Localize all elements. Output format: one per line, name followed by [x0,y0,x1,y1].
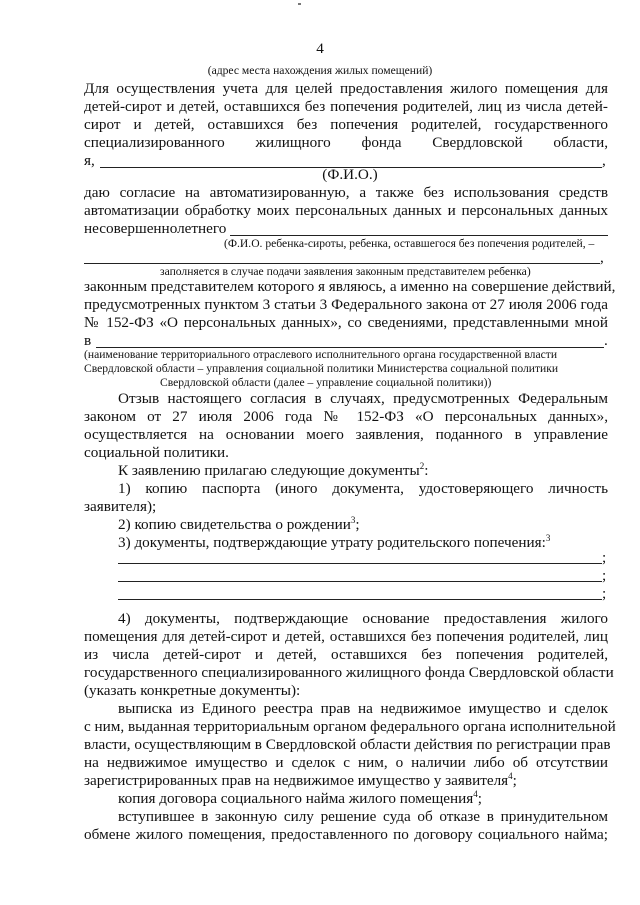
extract-line3: власти, осуществляющим в Свердловской области действия по регистрации прав [84,736,611,753]
para2-line1: даю согласие на автоматизированную, а также без использования средств [84,184,608,201]
extract-line4: на недвижимое имущество и сделок с ним, о наличии либо об отсутствии [84,754,608,771]
doc-item4-line2: помещения для детей-сирот и детей, оставшихся без попечения родителей, лиц [84,628,608,645]
child-name-blank-2[interactable] [84,263,600,264]
doc-item4-line4: государственного специализированного жилищного фонда Свердловской области [84,664,614,681]
court-line2: обмене жилого помещения, предоставленного по договору социального найма; [84,826,608,843]
doc-blank-end1: ; [602,549,607,566]
para3-line4-prefix: в [84,332,92,349]
extract-line5: зарегистрированных прав на недвижимое имущество у заявителя$^4$; [84,771,517,789]
para1-line3: сирот и детей, оставшихся без попечения родителей, государственного [84,116,608,133]
scan-mark [298,3,301,5]
para2-line2: автоматизации обработку моих персональных данных и персональных данных [84,202,608,219]
representative-caption: заполняется в случае подачи заявления законным представителем ребенка) [160,265,531,278]
extract-line1: выписка из Единого реестра прав на недвижимое имущество и сделок [118,700,608,717]
fio-caption: (Ф.И.О.) [322,166,378,183]
para1-line5-suffix: , [602,152,606,169]
doc-item1-line1: 1) копию паспорта (иного документа, удостоверяющего личность [118,480,608,497]
doc-blank-line1[interactable] [118,563,602,564]
child-end: , [600,249,604,266]
para1-line4: специализированного жилищного фонда Свердловской области, [84,134,608,151]
court-line1: вступившее в законную силу решение суда об отказе в принудительном [118,808,608,825]
para4-line3: осуществляется на основании моего заявления, поданного в управление [84,426,608,443]
contract-copy: копия договора социального найма жилого помещения$^4$; [118,789,482,807]
doc-item4-line5: (указать конкретные документы): [84,682,301,699]
para4-line2: законом от 27 июля 2006 года № 152-ФЗ «О персональных данных», [84,408,608,425]
para3-line2: предусмотренных пунктом 3 статьи 3 Федерального закона от 27 июля 2006 года [84,296,608,313]
documents-intro: К заявлению прилагаю следующие документы$^2$: [118,461,429,479]
doc-item3: 3) документы, подтверждающие утрату родительского попечения:$^3$ [118,533,551,551]
doc-item4-line1: 4) документы, подтверждающие основание предоставления жилого [118,610,608,627]
child-caption: (Ф.И.О. ребенка-сироты, ребенка, оставшегося без попечения родителей, – [224,237,595,250]
para1-line5-prefix: я, [84,152,95,169]
doc-item2: 2) копию свидетельства о рождении$^3$; [118,515,360,533]
child-name-blank[interactable] [230,235,608,236]
para3-line3: № 152-ФЗ «О персональных данных», со сведениями, представленными мной [84,314,608,331]
doc-blank-end2: ; [602,567,607,584]
para4-line1: Отзыв настоящего согласия в случаях, предусмотренных Федеральным [118,390,608,407]
para2-line3: несовершеннолетнего [84,220,227,237]
address-caption: (адрес места нахождения жилых помещений) [207,64,433,77]
doc-item1-line2: заявителя); [84,498,157,515]
doc-blank-line2[interactable] [118,581,602,582]
para1-line2: детей-сирот и детей, оставшихся без попечения родителей, лиц из числа детей- [84,98,608,115]
org-caption-line2: Свердловской области – управления социальной политики Министерства социальной политики [84,362,559,375]
page-number: 4 [316,40,324,57]
para4-line4: социальной политики. [84,444,229,461]
para3-line4-suffix: . [604,332,608,349]
doc-blank-line3[interactable] [118,599,602,600]
doc-blank-end3: ; [602,585,607,602]
doc-item4-line3: из числа детей-сирот и детей, оставшихся без попечения родителей, [84,646,608,663]
para1-line1: Для осуществления учета для целей предоставления жилого помещения для [84,80,608,97]
org-caption-line3: Свердловской области (далее – управление социальной политики)) [160,376,492,389]
para3-line1: законным представителем которого я являюсь, а именно на совершение действий, [84,278,616,295]
org-caption-line1: (наименование территориального отраслевого исполнительного органа государственной власти [84,348,558,361]
extract-line2: с ним, выданная территориальным органом федерального органа исполнительной [84,718,616,735]
